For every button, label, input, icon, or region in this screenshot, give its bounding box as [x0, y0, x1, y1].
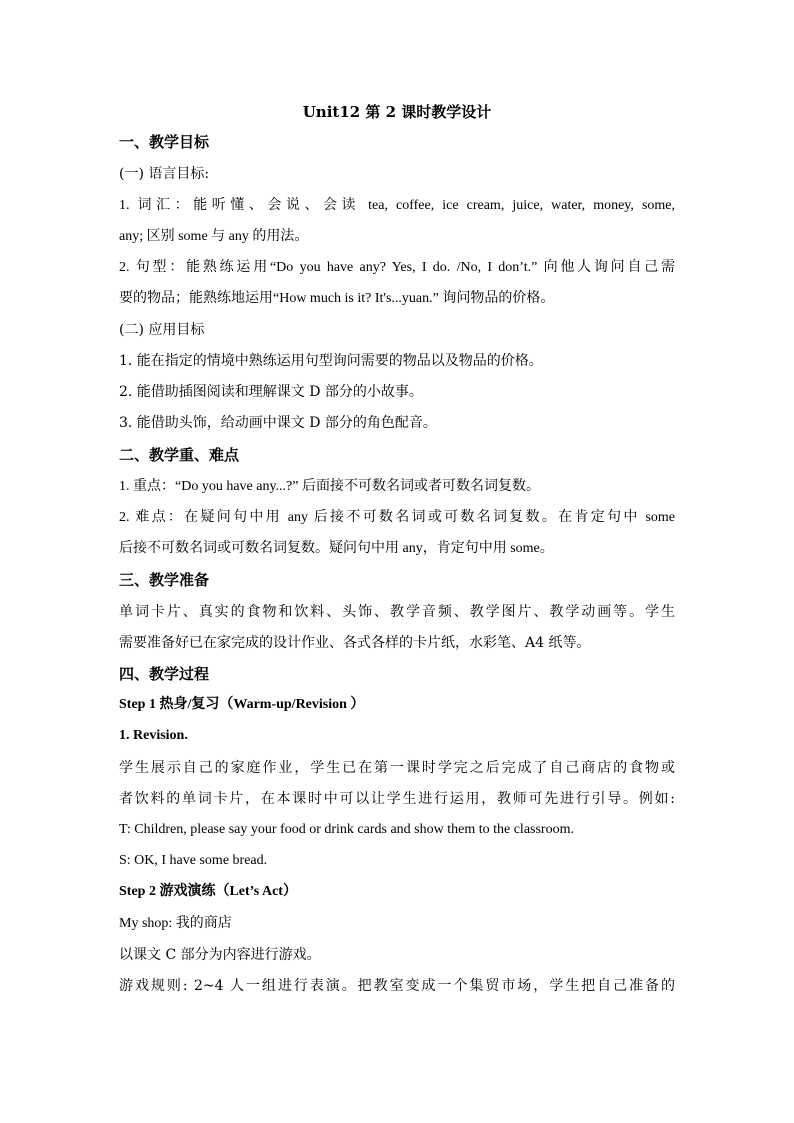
list-item-key-point: 1. 重点：“Do you have any...?” 后面接不可数名词或者可数名词复数。: [119, 479, 540, 494]
list-item-application-3: 3. 能借助头饰，给动画中课文 D 部分的角色配音。: [119, 415, 437, 431]
section-heading-key-points: 二、教学重、难点: [119, 446, 240, 464]
step1-paragraph-line2: 者饮料的单词卡片，在本课时中可以让学生进行运用，教师可先进行引导。例如:: [119, 791, 675, 807]
step1-paragraph-line1: 学生展示自己的家庭作业，学生已在第一课时学完之后完成了自己商店的食物或: [119, 760, 675, 776]
step2-game-rules: 游戏规则: 2~4 人一组进行表演。把教室变成一个集贸市场，学生把自己准备的: [119, 978, 675, 994]
step2-paragraph-line1: 以课文 C 部分为内容进行游戏。: [119, 947, 321, 963]
paragraph-preparation-line1: 单词卡片、真实的食物和饮料、头饰、教学音频、教学图片、教学动画等。学生: [119, 604, 675, 620]
paragraph-preparation-line2: 需要准备好已在家完成的设计作业、各式各样的卡片纸，水彩笔、A4 纸等。: [119, 635, 591, 651]
list-item-application-1: 1. 能在指定的情境中熟练运用句型询问需要的物品以及物品的价格。: [119, 353, 543, 369]
paragraph-vocabulary-line2: any; 区别 some 与 any 的用法。: [119, 229, 309, 244]
subheading-application-goals: (二) 应用目标: [119, 322, 205, 338]
section-heading-preparation: 三、教学准备: [119, 571, 210, 589]
subheading-language-goals: (一) 语言目标:: [119, 166, 210, 182]
document-title: Unit12 第 2 课时教学设计: [302, 103, 492, 121]
paragraph-sentence-line2: 要的物品；能熟练地运用“How much is it? It's...yuan.” 询问物品的价格。: [119, 291, 555, 306]
paragraph-vocabulary-line1: 1. 词汇：能听懂、会说、会读 tea, coffee, ice cream, juice, water, money, some,: [119, 198, 675, 213]
step2-my-shop: My shop: 我的商店: [119, 916, 232, 931]
paragraph-sentence-line1: 2. 句型：能熟练运用“Do you have any? Yes, I do. /No, I don’t.” 向他人询问自己需: [119, 260, 675, 275]
step1-dialogue-teacher: T: Children, please say your food or drink cards and show them to the classroom.: [119, 822, 574, 837]
step1-dialogue-student: S: OK, I have some bread.: [119, 853, 268, 868]
list-item-difficulty-line1: 2. 难点：在疑问句中用 any 后接不可数名词或可数名词复数。在肯定句中 some: [119, 510, 675, 525]
section-heading-process: 四、教学过程: [119, 665, 210, 683]
step2-heading: Step 2 游戏演练（Let’s Act）: [119, 884, 297, 899]
list-item-application-2: 2. 能借助插图阅读和理解课文 D 部分的小故事。: [119, 384, 423, 400]
list-item-difficulty-line2: 后接不可数名词或可数名词复数。疑问句中用 any，肯定句中用 some。: [119, 541, 554, 556]
section-heading-objectives: 一、教学目标: [119, 133, 210, 151]
step1-heading: Step 1 热身/复习（Warm-up/Revision ）: [119, 697, 365, 712]
step1-subheading: 1. Revision.: [119, 728, 188, 743]
